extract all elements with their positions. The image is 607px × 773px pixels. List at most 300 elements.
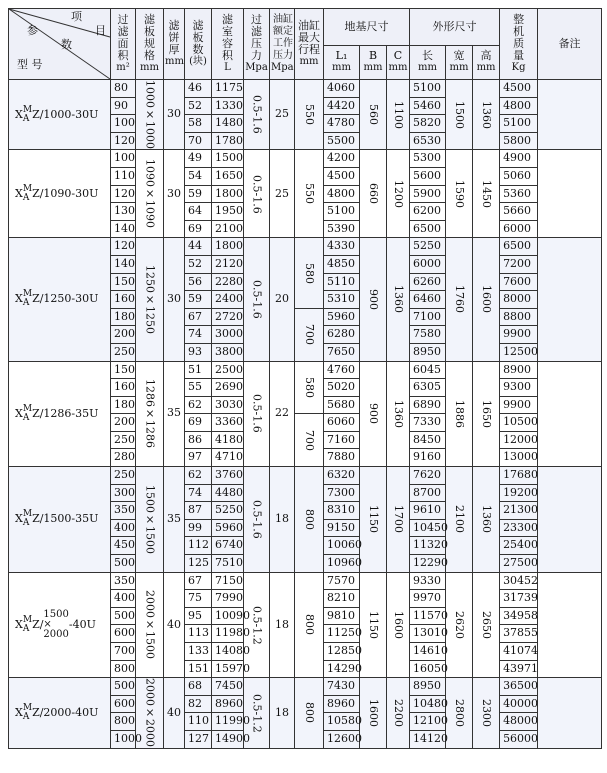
- cake-thickness-header: 滤饼厚 mm: [164, 9, 185, 80]
- filter-area-value: 120: [111, 132, 136, 150]
- weight-value: 4900: [500, 150, 538, 168]
- plate-spec-value-text: 1000×1000: [143, 80, 157, 150]
- c-value-text: 2200: [392, 698, 406, 727]
- length-value: 6890: [410, 396, 446, 414]
- cake-thickness-value: 40: [164, 678, 185, 748]
- chamber-volume-value: 1800: [212, 185, 244, 203]
- cylinder-stroke-value: [295, 678, 324, 748]
- plate-count-value: 74: [185, 326, 212, 344]
- l1-value: 5100: [324, 203, 360, 221]
- plate-count-value: 46: [185, 80, 212, 98]
- plate-spec-header: 滤板规格 mm: [136, 9, 164, 80]
- c-value: [387, 238, 410, 361]
- filter-pressure-header: 过滤压力 Mpa: [244, 9, 270, 80]
- weight-value: 21300: [500, 502, 538, 520]
- cylinder-stroke-value: [295, 361, 324, 414]
- weight-value: 4800: [500, 97, 538, 115]
- length-value: 6045: [410, 361, 446, 379]
- length-value: 11320: [410, 537, 446, 555]
- height-value: [473, 572, 500, 678]
- width-value: [446, 678, 473, 748]
- weight-value: 36500: [500, 678, 538, 696]
- chamber-volume-value: 7450: [212, 678, 244, 696]
- length-value: 10450: [410, 519, 446, 537]
- length-value: 5900: [410, 185, 446, 203]
- model-name: X M A Z/ 1500 × 2000 -40U: [15, 608, 96, 640]
- table-row: [9, 150, 602, 168]
- table-row: [9, 572, 602, 590]
- weight-value: 34958: [500, 607, 538, 625]
- l1-value: 4060: [324, 80, 360, 98]
- length-value: 7330: [410, 414, 446, 432]
- plate-count-value: 62: [185, 396, 212, 414]
- cylinder-pressure-header: 油缸额定工作压力 Mpa: [270, 9, 295, 80]
- c-value-text: 1360: [392, 285, 406, 314]
- width-value: [446, 572, 473, 678]
- plate-count-value: 125: [185, 555, 212, 573]
- b-value: [360, 80, 387, 150]
- width-value-text: 1500: [453, 100, 467, 129]
- length-value: 12290: [410, 555, 446, 573]
- table-row: [9, 238, 602, 256]
- filter-area-value: 450: [111, 537, 136, 555]
- cylinder-stroke-value: [295, 150, 324, 238]
- weight-value: 6000: [500, 220, 538, 238]
- plate-count-value: 54: [185, 167, 212, 185]
- width-value-text: 2100: [453, 505, 467, 534]
- filter-pressure-value: [244, 80, 270, 150]
- filter-area-value: 200: [111, 414, 136, 432]
- weight-value: 23300: [500, 519, 538, 537]
- length-value: 8950: [410, 343, 446, 361]
- cake-thickness-value: 30: [164, 80, 185, 150]
- chamber-volume-value: 5960: [212, 519, 244, 537]
- width-value: [446, 467, 473, 573]
- cylinder-stroke-header: 油缸最大行程 mm: [295, 9, 324, 80]
- length-value: 6200: [410, 203, 446, 221]
- length-value: 8950: [410, 678, 446, 696]
- cylinder-stroke-value: [295, 414, 324, 467]
- height-value-text: 1450: [480, 179, 494, 208]
- chamber-volume-value: 1480: [212, 115, 244, 133]
- weight-value: 10500: [500, 414, 538, 432]
- chamber-volume-value: 14900: [212, 730, 244, 748]
- plate-count-value: 62: [185, 467, 212, 485]
- table-body: [9, 80, 602, 749]
- model-name: X M A Z/1090-30U: [15, 183, 99, 203]
- b-value-text: 660: [367, 183, 380, 205]
- filter-area-value: 250: [111, 431, 136, 449]
- filter-area-value: 600: [111, 625, 136, 643]
- chamber-volume-value: 3760: [212, 467, 244, 485]
- filter-pressure-value-text: 0.5-1.6: [250, 95, 264, 135]
- model-name: X M A Z/1250-30U: [15, 289, 99, 309]
- weight-value: 8000: [500, 291, 538, 309]
- c-value: [387, 80, 410, 150]
- length-value: 14610: [410, 643, 446, 661]
- cylinder-stroke-value-text: 800: [303, 702, 316, 724]
- l1-value: 7650: [324, 343, 360, 361]
- remark-header: 备注: [538, 9, 602, 80]
- filter-area-value: 300: [111, 484, 136, 502]
- filter-area-value: 200: [111, 326, 136, 344]
- cylinder-stroke-value: [295, 467, 324, 573]
- length-value: 6260: [410, 273, 446, 291]
- chamber-volume-value: 1500: [212, 150, 244, 168]
- chamber-volume-value: 7150: [212, 572, 244, 590]
- remark-value: [538, 572, 602, 678]
- length-value: 5300: [410, 150, 446, 168]
- height-value-text: 1650: [480, 399, 494, 428]
- length-value: 8450: [410, 431, 446, 449]
- length-value: 7100: [410, 308, 446, 326]
- l1-value: 5960: [324, 308, 360, 326]
- cylinder-stroke-value-text: 800: [303, 614, 316, 636]
- l1-value: 4420: [324, 97, 360, 115]
- chamber-volume-value: 3030: [212, 396, 244, 414]
- plate-spec-value: [136, 467, 164, 573]
- cylinder-pressure-value: 25: [270, 150, 295, 238]
- chamber-volume-value: 7510: [212, 555, 244, 573]
- l1-value: 9810: [324, 607, 360, 625]
- length-value: 10480: [410, 695, 446, 713]
- width-value-text: 2800: [453, 698, 467, 727]
- filter-pressure-value-text: 0.5-1.2: [250, 605, 264, 645]
- cylinder-pressure-value: 22: [270, 361, 295, 467]
- weight-value: 13000: [500, 449, 538, 467]
- height-value: [473, 467, 500, 573]
- weight-value: 4500: [500, 80, 538, 98]
- plate-count-value: 82: [185, 695, 212, 713]
- length-header: 长 mm: [410, 45, 446, 80]
- plate-spec-value-text: 1286×1286: [143, 379, 157, 449]
- cylinder-stroke-value: [295, 308, 324, 361]
- filter-area-value: 120: [111, 238, 136, 256]
- plate-count-value: 110: [185, 713, 212, 731]
- width-value: [446, 80, 473, 150]
- l1-value: 4850: [324, 255, 360, 273]
- b-header: B mm: [360, 45, 387, 80]
- filter-area-value: 180: [111, 308, 136, 326]
- l1-value: 4200: [324, 150, 360, 168]
- filter-area-value: 100: [111, 150, 136, 168]
- c-value-text: 1600: [392, 610, 406, 639]
- plate-count-value: 67: [185, 308, 212, 326]
- height-value: [473, 150, 500, 238]
- length-value: 5250: [410, 238, 446, 256]
- filter-pressure-value-text: 0.5-1.6: [250, 174, 264, 214]
- weight-value: 19200: [500, 484, 538, 502]
- foundation-header: 地基尺寸: [324, 9, 410, 46]
- c-value: [387, 150, 410, 238]
- filter-pressure-value-text: 0.5-1.6: [250, 280, 264, 319]
- cylinder-stroke-value-text: 580: [303, 262, 316, 284]
- b-value: [360, 572, 387, 678]
- c-value-text: 1100: [392, 100, 406, 129]
- chamber-volume-value: 1175: [212, 80, 244, 98]
- b-value: [360, 361, 387, 467]
- filter-area-value: 100: [111, 115, 136, 133]
- weight-value: 8800: [500, 308, 538, 326]
- length-value: 5820: [410, 115, 446, 133]
- l1-value: 5110: [324, 273, 360, 291]
- filter-press-spec-table: [8, 8, 602, 749]
- plate-count-value: 86: [185, 431, 212, 449]
- chamber-volume-value: 7990: [212, 590, 244, 608]
- plate-spec-value-text: 1500×1500: [143, 484, 157, 554]
- cylinder-stroke-value-text: 700: [303, 324, 316, 346]
- filter-area-value: 130: [111, 203, 136, 221]
- remark-value: [538, 678, 602, 748]
- length-value: 6460: [410, 291, 446, 309]
- weight-value: 5060: [500, 167, 538, 185]
- chamber-volume-value: 2280: [212, 273, 244, 291]
- filter-pressure-value-text: 0.5-1.2: [250, 693, 264, 733]
- model-cell: [9, 572, 111, 678]
- plate-count-value: 58: [185, 115, 212, 133]
- height-value-text: 2300: [480, 698, 494, 727]
- l1-value: 8960: [324, 695, 360, 713]
- model-name: X M A Z/1500-35U: [15, 509, 99, 529]
- weight-value: 41074: [500, 643, 538, 661]
- corner-item2-label: 目: [95, 24, 106, 37]
- plate-count-value: 113: [185, 625, 212, 643]
- l1-value: 5020: [324, 379, 360, 397]
- weight-value: 9900: [500, 326, 538, 344]
- plate-count-header: 滤板数 (块): [185, 9, 212, 80]
- chamber-volume-value: 4710: [212, 449, 244, 467]
- chamber-volume-value: 3800: [212, 343, 244, 361]
- plate-spec-value-text: 2000×1500: [143, 590, 157, 660]
- l1-value: 9150: [324, 519, 360, 537]
- length-value: 9330: [410, 572, 446, 590]
- length-value: 14120: [410, 730, 446, 748]
- chamber-volume-value: 5250: [212, 502, 244, 520]
- l1-value: 5390: [324, 220, 360, 238]
- filter-area-value: 600: [111, 695, 136, 713]
- model-cell: [9, 361, 111, 467]
- b-value: [360, 678, 387, 748]
- height-value-text: 1360: [480, 505, 494, 534]
- width-value: [446, 150, 473, 238]
- cake-thickness-value: 35: [164, 467, 185, 573]
- length-value: 13010: [410, 625, 446, 643]
- corner-param-label: 参: [27, 24, 38, 37]
- filter-area-value: 1000: [111, 730, 136, 748]
- cylinder-stroke-value-text: 800: [303, 508, 316, 530]
- chamber-volume-value: 10090: [212, 607, 244, 625]
- chamber-volume-value: 2100: [212, 220, 244, 238]
- filter-pressure-value: [244, 150, 270, 238]
- height-value-text: 1360: [480, 100, 494, 129]
- height-value: [473, 238, 500, 361]
- weight-value: 8900: [500, 361, 538, 379]
- model-cell: [9, 150, 111, 238]
- plate-spec-value: [136, 572, 164, 678]
- l1-value: 4330: [324, 238, 360, 256]
- filter-pressure-value-text: 0.5-1.6: [250, 394, 264, 434]
- b-value: [360, 150, 387, 238]
- chamber-volume-header: 滤室容积 L: [212, 9, 244, 80]
- l1-value: 12600: [324, 730, 360, 748]
- l1-value: 5500: [324, 132, 360, 150]
- b-value-text: 1150: [367, 505, 380, 534]
- chamber-volume-value: 1330: [212, 97, 244, 115]
- plate-spec-value-text: 1250×1250: [143, 264, 157, 334]
- c-value-text: 1700: [392, 505, 406, 534]
- length-value: 6000: [410, 255, 446, 273]
- l1-value: 4760: [324, 361, 360, 379]
- l1-value: 6320: [324, 467, 360, 485]
- length-value: 5100: [410, 80, 446, 98]
- width-value-text: 1760: [453, 285, 467, 314]
- plate-count-value: 69: [185, 414, 212, 432]
- filter-area-value: 250: [111, 343, 136, 361]
- l1-value: 8310: [324, 502, 360, 520]
- plate-count-value: 55: [185, 379, 212, 397]
- l1-value: 10580: [324, 713, 360, 731]
- width-value: [446, 238, 473, 361]
- plate-count-value: 69: [185, 220, 212, 238]
- weight-value: 12500: [500, 343, 538, 361]
- remark-value: [538, 361, 602, 467]
- plate-count-value: 44: [185, 238, 212, 256]
- length-value: 6500: [410, 220, 446, 238]
- cylinder-stroke-value: [295, 572, 324, 678]
- plate-count-value: 59: [185, 291, 212, 309]
- weight-value: 9300: [500, 379, 538, 397]
- l1-value: 5680: [324, 396, 360, 414]
- plate-count-value: 74: [185, 484, 212, 502]
- corner-count-label: 数: [61, 38, 72, 51]
- filter-area-value: 700: [111, 643, 136, 661]
- c-value: [387, 572, 410, 678]
- filter-area-value: 150: [111, 361, 136, 379]
- l1-value: 5310: [324, 291, 360, 309]
- cylinder-stroke-value-text: 700: [303, 429, 316, 451]
- plate-count-value: 99: [185, 519, 212, 537]
- c-value: [387, 467, 410, 573]
- cake-thickness-value: 30: [164, 238, 185, 361]
- filter-area-value: 350: [111, 572, 136, 590]
- chamber-volume-value: 4180: [212, 431, 244, 449]
- l1-value: 4800: [324, 185, 360, 203]
- corner-type-label: 型 号: [17, 58, 43, 71]
- length-value: 16050: [410, 660, 446, 678]
- width-header: 宽 mm: [446, 45, 473, 80]
- filter-area-value: 500: [111, 678, 136, 696]
- plate-count-value: 127: [185, 730, 212, 748]
- l1-value: 7880: [324, 449, 360, 467]
- length-value: 9970: [410, 590, 446, 608]
- chamber-volume-value: 11990: [212, 713, 244, 731]
- remark-value: [538, 238, 602, 361]
- corner-item-label: 项: [71, 10, 82, 23]
- l1-header: L₁ mm: [324, 45, 360, 80]
- remark-value: [538, 467, 602, 573]
- filter-area-header: 过滤面积 m²: [111, 9, 136, 80]
- width-value: [446, 361, 473, 467]
- l1-value: 12850: [324, 643, 360, 661]
- weight-value: 25400: [500, 537, 538, 555]
- l1-value: 8210: [324, 590, 360, 608]
- chamber-volume-value: 6740: [212, 537, 244, 555]
- c-value-text: 1360: [392, 399, 406, 428]
- plate-count-value: 75: [185, 590, 212, 608]
- weight-value: 5800: [500, 132, 538, 150]
- cylinder-stroke-value-text: 550: [303, 183, 316, 205]
- cylinder-pressure-value: 25: [270, 80, 295, 150]
- model-name: X M A Z/2000-40U: [15, 702, 99, 722]
- length-value: 5460: [410, 97, 446, 115]
- filter-area-value: 400: [111, 590, 136, 608]
- weight-value: 56000: [500, 730, 538, 748]
- cylinder-pressure-value: 18: [270, 572, 295, 678]
- plate-spec-value: [136, 238, 164, 361]
- weight-value: 5660: [500, 203, 538, 221]
- height-value: [473, 678, 500, 748]
- length-value: 9610: [410, 502, 446, 520]
- filter-area-value: 160: [111, 379, 136, 397]
- filter-area-value: 350: [111, 502, 136, 520]
- plate-spec-value-text: 1090×1090: [143, 159, 157, 229]
- weight-value: 30452: [500, 572, 538, 590]
- plate-count-value: 93: [185, 343, 212, 361]
- cake-thickness-value: 30: [164, 150, 185, 238]
- plate-count-value: 97: [185, 449, 212, 467]
- filter-area-value: 180: [111, 396, 136, 414]
- table-header: [9, 9, 602, 80]
- plate-count-value: 70: [185, 132, 212, 150]
- model-cell: [9, 238, 111, 361]
- cylinder-pressure-value: 18: [270, 678, 295, 748]
- filter-area-value: 800: [111, 660, 136, 678]
- l1-value: 7160: [324, 431, 360, 449]
- plate-count-value: 95: [185, 607, 212, 625]
- b-value-text: 1150: [367, 610, 380, 639]
- l1-value: 6060: [324, 414, 360, 432]
- filter-pressure-value: [244, 467, 270, 573]
- cylinder-stroke-value-text: 580: [303, 376, 316, 398]
- length-value: 7620: [410, 467, 446, 485]
- remark-value: [538, 150, 602, 238]
- chamber-volume-value: 1950: [212, 203, 244, 221]
- filter-area-value: 280: [111, 449, 136, 467]
- chamber-volume-value: 8960: [212, 695, 244, 713]
- model-cell: [9, 80, 111, 150]
- b-value: [360, 467, 387, 573]
- plate-spec-value: [136, 150, 164, 238]
- plate-count-value: 52: [185, 97, 212, 115]
- weight-value: 6500: [500, 238, 538, 256]
- weight-value: 40000: [500, 695, 538, 713]
- width-value-text: 1886: [453, 399, 467, 428]
- plate-count-value: 112: [185, 537, 212, 555]
- l1-value: 7570: [324, 572, 360, 590]
- table-row: [9, 80, 602, 98]
- cylinder-pressure-value: 20: [270, 238, 295, 361]
- outline-header: 外形尺寸: [410, 9, 500, 46]
- c-value: [387, 361, 410, 467]
- filter-area-value: 150: [111, 273, 136, 291]
- chamber-volume-value: 2500: [212, 361, 244, 379]
- weight-value: 5100: [500, 115, 538, 133]
- chamber-volume-value: 1780: [212, 132, 244, 150]
- plate-count-value: 133: [185, 643, 212, 661]
- plate-count-value: 56: [185, 273, 212, 291]
- c-value: [387, 678, 410, 748]
- filter-area-value: 800: [111, 713, 136, 731]
